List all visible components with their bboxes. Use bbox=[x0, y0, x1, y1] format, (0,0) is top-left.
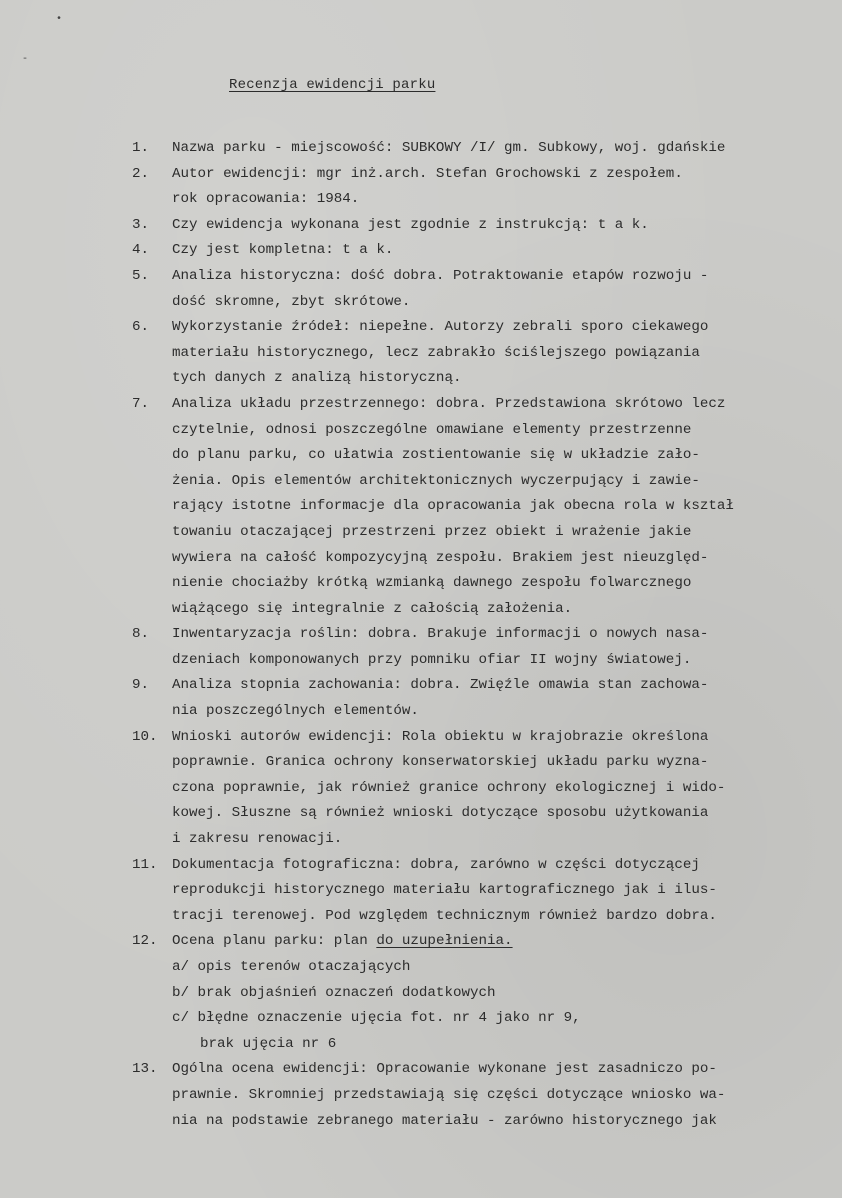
item-text-line: poprawnie. Granica ochrony konserwatorskiej układu parku wyzna- bbox=[172, 754, 709, 771]
item-text-line: tych danych z analizą historyczną. bbox=[172, 370, 462, 387]
item-text-line: reprodukcji historycznego materiału kartograficznego jak i ilus- bbox=[172, 882, 717, 899]
item-text-line: nia poszczególnych elementów. bbox=[172, 703, 419, 720]
item-text-line: Inwentaryzacja roślin: dobra. Brakuje informacji o nowych nasa- bbox=[172, 626, 709, 643]
item-text-line: Nazwa parku - miejscowość: SUBKOWY /I/ gm. Subkowy, woj. gdańskie bbox=[172, 140, 726, 156]
item-number: 2. bbox=[132, 165, 150, 182]
review-item bbox=[132, 238, 842, 264]
sub-item-label: a/ bbox=[172, 959, 190, 975]
item-text-line: Czy jest kompletna: t a k. bbox=[172, 242, 394, 259]
item-text bbox=[172, 136, 725, 162]
item-text bbox=[172, 622, 708, 673]
item-text-line: rający istotne informacje dla opracowania jak obecna rola w kształ bbox=[172, 498, 734, 515]
item-text-line: i zakresu renowacji. bbox=[172, 831, 343, 848]
item-text-line: nienie chociażby krótką wzmianką dawnego zespołu folwarcznego bbox=[172, 575, 692, 592]
item-text-line: prawnie. Skromniej przedstawiają się części dotyczące wniosko wa- bbox=[172, 1086, 726, 1103]
sub-item-line bbox=[172, 981, 581, 1007]
review-item bbox=[132, 853, 842, 930]
sub-item-line bbox=[172, 1006, 581, 1032]
review-item bbox=[132, 162, 842, 213]
item-text-line: nia na podstawie zebranego materiału - zarówno historycznego jak bbox=[172, 1112, 717, 1129]
sub-item-label: b/ bbox=[172, 984, 190, 1001]
item-text-line: Ocena planu parku: plan do uzupełnienia. bbox=[172, 933, 513, 950]
review-item bbox=[132, 392, 842, 622]
item-text bbox=[172, 264, 708, 315]
scan-speck: - bbox=[22, 54, 29, 65]
item-text-line: Analiza układu przestrzennego: dobra. Przedstawiona skrótowo lecz bbox=[172, 395, 726, 412]
item-text-line: kowej. Słuszne są również wnioski dotyczące sposobu użytkowania bbox=[172, 805, 709, 822]
item-number: 6. bbox=[132, 319, 150, 336]
item-text bbox=[172, 673, 708, 724]
item-number: 7. bbox=[132, 395, 150, 412]
item-text-line: Wykorzystanie źródeł: niepełne. Autorzy zebrali sporo ciekawego bbox=[172, 319, 709, 336]
item-text bbox=[172, 1057, 725, 1134]
item-text-line: Czy ewidencja wykonana jest zgodnie z instrukcją: t a k. bbox=[172, 216, 649, 233]
item-text-line: towaniu otaczającej przestrzeni przez obiekt i wrażenie jakie bbox=[172, 523, 692, 540]
item-text-line: czona poprawnie, jak również granice ochrony ekologicznej i wido- bbox=[172, 779, 726, 796]
item-number: 9. bbox=[132, 677, 150, 694]
review-item bbox=[132, 929, 842, 1057]
review-item bbox=[132, 136, 842, 162]
review-item bbox=[132, 213, 842, 239]
review-item bbox=[132, 1057, 842, 1134]
sub-item-text: błędne oznaczenie ujęcia fot. nr 4 jako nr 9, bbox=[197, 1010, 581, 1027]
item-text-line: żenia. Opis elementów architektonicznych wyczerpujący i zawie- bbox=[172, 472, 700, 489]
item-text bbox=[172, 315, 708, 392]
review-item bbox=[132, 725, 842, 853]
item-number: 5. bbox=[132, 267, 150, 284]
item-number: 12. bbox=[132, 933, 158, 950]
review-item bbox=[132, 315, 842, 392]
item-text-line: wiążącego się integralnie z całością założenia. bbox=[172, 600, 573, 617]
item-text-line: dość skromne, zbyt skrótowe. bbox=[172, 293, 411, 310]
sub-item-label: c/ bbox=[172, 1010, 190, 1027]
item-text-line: Dokumentacja fotograficzna: dobra, zarówno w części dotyczącej bbox=[172, 856, 700, 873]
item-text-line: Autor ewidencji: mgr inż.arch. Stefan Grochowski z zespołem. bbox=[172, 165, 683, 182]
review-item bbox=[132, 673, 842, 724]
item-text bbox=[172, 213, 649, 239]
underlined-phrase: do uzupełnienia. bbox=[376, 933, 513, 950]
sub-item-text: opis terenów otaczających bbox=[197, 959, 411, 975]
item-text-line: materiału historycznego, lecz zabrakło ściślejszego powiązania bbox=[172, 344, 700, 361]
review-items-list bbox=[132, 136, 842, 1134]
sub-item-line bbox=[172, 955, 581, 981]
review-item bbox=[132, 622, 842, 673]
item-text-line: czytelnie, odnosi poszczególne omawiane elementy przestrzenne bbox=[172, 421, 692, 438]
item-text-line: Analiza stopnia zachowania: dobra. Zwięźle omawia stan zachowa- bbox=[172, 677, 709, 694]
item-number: 3. bbox=[132, 216, 150, 233]
sub-item-line bbox=[172, 1032, 581, 1058]
item-text-line: Ogólna ocena ewidencji: Opracowanie wykonane jest zasadniczo po- bbox=[172, 1061, 717, 1078]
item-number: 11. bbox=[132, 856, 158, 873]
item-text bbox=[172, 853, 717, 930]
sub-item-text: brak objaśnień oznaczeń dodatkowych bbox=[197, 984, 496, 1001]
item-text-line: dzeniach komponowanych przy pomniku ofiar II wojny światowej. bbox=[172, 651, 692, 668]
item-number: 13. bbox=[132, 1061, 158, 1078]
document-title: Recenzja ewidencji parku bbox=[229, 77, 436, 93]
item-text-line: Analiza historyczna: dość dobra. Potraktowanie etapów rozwoju - bbox=[172, 267, 709, 284]
item-text bbox=[172, 725, 725, 853]
item-number: 1. bbox=[132, 140, 150, 156]
item-number: 4. bbox=[132, 242, 150, 259]
item-text-line: wywiera na całość kompozycyjną zespołu. Brakiem jest nieuzględ- bbox=[172, 549, 709, 566]
item-text-line: rok opracowania: 1984. bbox=[172, 191, 360, 208]
sub-item-text: brak ujęcia nr 6 bbox=[200, 1035, 337, 1052]
item-text-line: do planu parku, co ułatwia zostientowanie się w układzie zało- bbox=[172, 447, 700, 464]
item-number: 8. bbox=[132, 626, 150, 643]
item-text bbox=[172, 162, 683, 213]
item-text bbox=[172, 929, 581, 1057]
item-text bbox=[172, 392, 734, 622]
review-item bbox=[132, 264, 842, 315]
item-text-line: Wnioski autorów ewidencji: Rola obiektu w krajobrazie określona bbox=[172, 728, 709, 745]
item-text bbox=[172, 238, 393, 264]
scan-speck: • bbox=[56, 14, 63, 25]
item-number: 10. bbox=[132, 728, 158, 745]
item-text-line: tracji terenowej. Pod względem technicznym również bardzo dobra. bbox=[172, 907, 717, 924]
